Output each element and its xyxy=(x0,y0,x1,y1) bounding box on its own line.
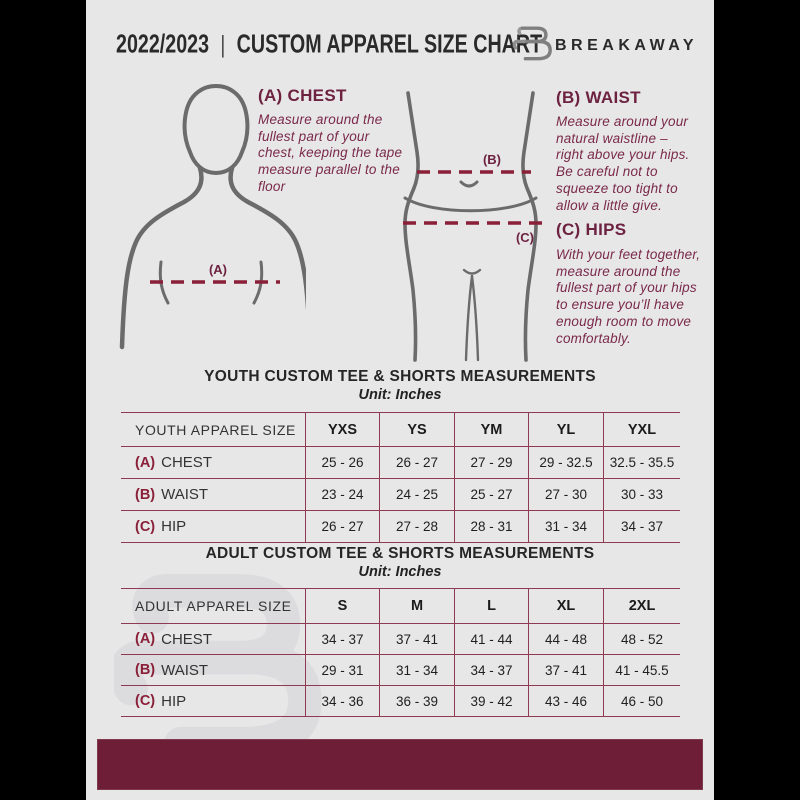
youth-table-unit: Unit: Inches xyxy=(358,387,442,403)
row-prefix: (B) xyxy=(135,662,156,678)
column-header-l: L xyxy=(454,589,528,623)
column-header-yl: YL xyxy=(528,413,603,446)
size-chart-page xyxy=(86,0,714,800)
cell-value: 34 - 36 xyxy=(305,686,379,716)
row-prefix: (C) xyxy=(135,693,156,709)
youth-header-row xyxy=(121,413,680,447)
cell-value: 34 - 37 xyxy=(454,655,528,685)
row-label xyxy=(121,511,305,542)
adult-hip-row xyxy=(121,686,680,717)
column-header-ys: YS xyxy=(379,413,454,446)
youth-table-title: YOUTH CUSTOM TEE & SHORTS MEASUREMENTS xyxy=(204,368,596,385)
adult-size-header-cell: ADULT APPAREL SIZE xyxy=(135,598,292,614)
cell-value: 41 - 44 xyxy=(454,624,528,654)
row-label xyxy=(121,479,305,510)
chest-heading: (A) CHEST xyxy=(258,86,347,105)
adult-table-unit: Unit: Inches xyxy=(358,564,442,580)
row-label xyxy=(121,686,305,716)
adult-chest-row xyxy=(121,624,680,655)
cell-value: 27 - 29 xyxy=(454,447,528,478)
row-prefix: (A) xyxy=(135,454,156,471)
header-separator: | xyxy=(220,31,226,59)
adult-waist-row xyxy=(121,655,680,686)
column-header-2xl: 2XL xyxy=(603,589,680,623)
row-name: WAIST xyxy=(161,661,209,679)
column-header-m: M xyxy=(379,589,454,623)
cell-value: 27 - 30 xyxy=(528,479,603,510)
column-header-s: S xyxy=(305,589,379,623)
cell-value: 23 - 24 xyxy=(305,479,379,510)
cell-value: 31 - 34 xyxy=(379,655,454,685)
figure-chest-label: (A) xyxy=(208,262,228,277)
row-prefix: (A) xyxy=(135,631,156,647)
page-title: CUSTOM APPAREL SIZE CHART xyxy=(236,30,543,60)
cell-value: 48 - 52 xyxy=(603,624,680,654)
cell-value: 34 - 37 xyxy=(305,624,379,654)
youth-size-table xyxy=(121,412,680,543)
season-label: 2022/2023 xyxy=(116,30,210,60)
cell-value: 25 - 27 xyxy=(454,479,528,510)
row-name: CHEST xyxy=(161,630,212,648)
row-label xyxy=(121,655,305,685)
cell-value: 28 - 31 xyxy=(454,511,528,542)
cell-value: 26 - 27 xyxy=(379,447,454,478)
waist-heading: (B) WAIST xyxy=(556,88,641,107)
breakaway-logo-icon xyxy=(512,22,554,67)
adult-table-title: ADULT CUSTOM TEE & SHORTS MEASUREMENTS xyxy=(205,545,595,562)
cell-value: 39 - 42 xyxy=(454,686,528,716)
cell-value: 25 - 26 xyxy=(305,447,379,478)
cell-value: 29 - 31 xyxy=(305,655,379,685)
youth-chest-row xyxy=(121,447,680,479)
waist-instructions: Measure around your natural waistline – right above your hips. Be careful not to squeeze too tight to allow a little give. xyxy=(556,114,690,213)
cell-value: 32.5 - 35.5 xyxy=(603,447,680,478)
cell-value: 44 - 48 xyxy=(528,624,603,654)
youth-hip-row xyxy=(121,511,680,543)
figure-hips-label: (C) xyxy=(515,230,535,245)
column-header-xl: XL xyxy=(528,589,603,623)
footer-accent-bar xyxy=(97,739,703,790)
cell-value: 46 - 50 xyxy=(603,686,680,716)
figure-waist-label: (B) xyxy=(482,152,502,167)
cell-value: 31 - 34 xyxy=(528,511,603,542)
header-title-row xyxy=(116,30,542,60)
youth-size-header-cell: YOUTH APPAREL SIZE xyxy=(135,421,296,438)
row-label xyxy=(121,624,305,654)
cell-value: 41 - 45.5 xyxy=(603,655,680,685)
row-prefix: (C) xyxy=(135,518,156,535)
cell-value: 34 - 37 xyxy=(603,511,680,542)
row-name: CHEST xyxy=(161,454,212,471)
row-prefix: (B) xyxy=(135,486,156,503)
adult-size-table xyxy=(121,588,680,717)
brand-wordmark: BREAKAWAY xyxy=(555,37,699,54)
cell-value: 30 - 33 xyxy=(603,479,680,510)
row-name: HIP xyxy=(161,692,187,710)
row-name: WAIST xyxy=(161,486,209,503)
hips-heading: (C) HIPS xyxy=(556,220,627,239)
cell-value: 24 - 25 xyxy=(379,479,454,510)
upper-torso-figure xyxy=(116,82,306,361)
cell-value: 37 - 41 xyxy=(528,655,603,685)
cell-value: 29 - 32.5 xyxy=(528,447,603,478)
lower-torso-figure xyxy=(388,90,558,367)
row-label xyxy=(121,447,305,478)
column-header-yxl: YXL xyxy=(603,413,680,446)
cell-value: 36 - 39 xyxy=(379,686,454,716)
cell-value: 37 - 41 xyxy=(379,624,454,654)
youth-waist-row xyxy=(121,479,680,511)
column-header-yxs: YXS xyxy=(305,413,379,446)
chest-instructions: Measure around the fullest part of your chest, keeping the tape measure parallel to the floor xyxy=(258,112,403,194)
hips-instructions: With your feet together, measure around the fullest part of your hips to ensure you’ll have enough room to move comfortably. xyxy=(556,247,701,346)
column-header-ym: YM xyxy=(454,413,528,446)
cell-value: 27 - 28 xyxy=(379,511,454,542)
cell-value: 43 - 46 xyxy=(528,686,603,716)
row-name: HIP xyxy=(161,518,187,535)
cell-value: 26 - 27 xyxy=(305,511,379,542)
adult-header-row xyxy=(121,589,680,624)
